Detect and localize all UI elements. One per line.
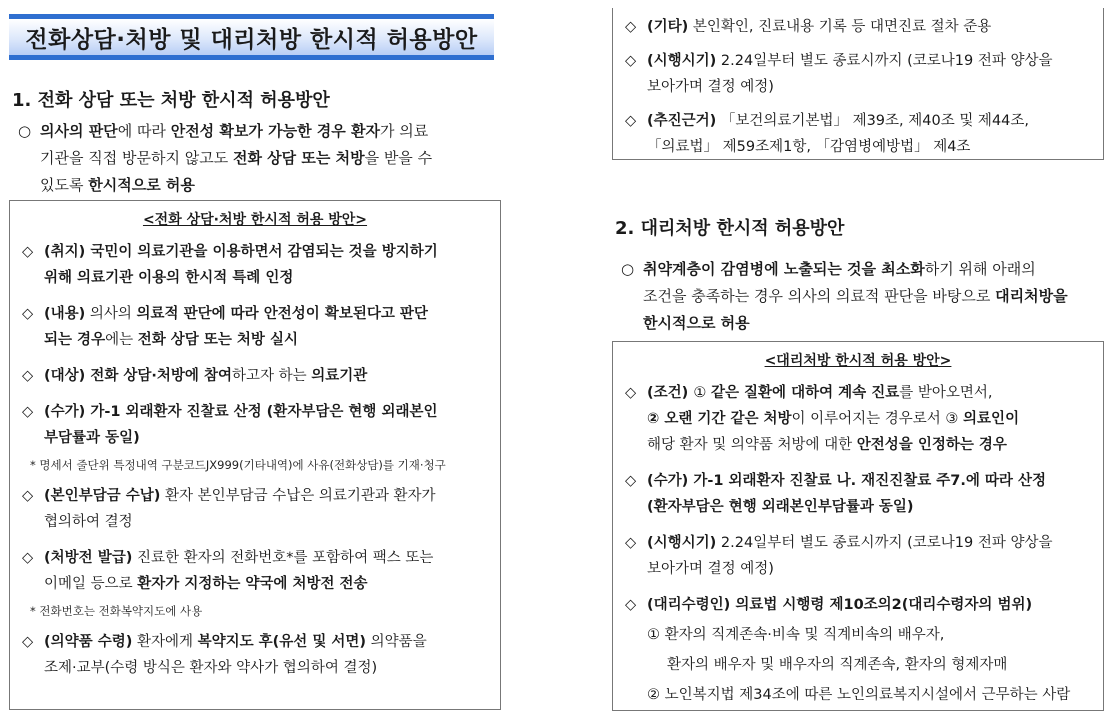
text-run: 전화 상담 또는 처방 [232, 149, 365, 167]
text-run: 해당 환자 및 의약품 처방에 대한 [647, 437, 857, 453]
text-run: 「보건의료기본법」 제39조, 제40조 및 제44조, [716, 113, 1030, 129]
diamond-bullet-icon: ◇ [625, 53, 637, 69]
intro-line [18, 145, 503, 172]
text-run: 협의하여 결정 [44, 514, 133, 530]
text-run: (시행시기) [647, 535, 717, 551]
diamond-bullet-icon: ◇ [625, 597, 637, 613]
phone-number-note: * 전화번호는 전화복약지도에 사용 [30, 604, 203, 618]
diamond-bullet-icon: ◇ [625, 19, 637, 35]
text-run: 본인확인, 진료내용 기록 등 대면진료 절차 준용 [688, 19, 992, 35]
text-run: 보아가며 결정 예정) [647, 561, 774, 577]
text-run: 취약계층이 감염병에 노출되는 것을 최소화 [643, 260, 925, 278]
item-line [625, 108, 1100, 134]
phone-consult-item [22, 629, 497, 681]
diamond-bullet-icon: ◇ [22, 368, 34, 384]
misc-info-item [625, 48, 1100, 100]
text-line [22, 509, 497, 535]
text-line [625, 556, 1100, 582]
item-line [625, 592, 1100, 618]
recipient-scope-line: ① 환자의 직계존속·비속 및 직계비속의 배우자, [647, 627, 945, 643]
text-line [625, 432, 1100, 458]
text-run: (대리수령자의 범위) [901, 597, 1033, 613]
text-run: 보아가며 결정 예정) [647, 79, 774, 95]
item-line [22, 483, 497, 509]
text-run: 하기 위해 아래의 [924, 260, 1036, 278]
phone-consult-box-title: <전화 상담·처방 한시적 허용 방안> [142, 212, 368, 228]
proxy-items [625, 380, 1100, 708]
text-run: (기타) [647, 19, 689, 35]
text-run: 전화 상담 또는 처방 실시 [137, 332, 298, 348]
text-run: (추진근거) [647, 113, 717, 129]
text-run: 한시적으로 허용 [643, 314, 750, 332]
text-run: 안전성을 인정하는 경우 [856, 437, 1007, 453]
text-run: 환자에게 [132, 634, 198, 650]
misc-info-box [612, 8, 1104, 160]
phone-consult-item [22, 399, 497, 451]
proxy-condition-item [625, 380, 1100, 458]
text-line [625, 74, 1100, 100]
item-line [625, 380, 1100, 406]
section2-heading: 2. 대리처방 한시적 허용방안 [615, 218, 845, 239]
recipient-scope-line: ② 노인복지법 제34조에 따른 노인의료복지시설에서 근무하는 사람 [647, 687, 1071, 703]
text-run: (수가) 가-1 외래환자 진찰료 나. 재진진찰료 주7.에 따라 산정 [647, 473, 1047, 489]
misc-info-item [625, 14, 1100, 40]
text-line [625, 494, 1100, 520]
proxy-period-item [625, 530, 1100, 582]
circle-bullet-icon: ○ [621, 260, 635, 278]
circle-bullet-icon: ○ [18, 122, 32, 140]
proxy-fee-item [625, 468, 1100, 520]
text-run: 있도록 [40, 176, 89, 194]
item-line [625, 14, 1100, 40]
text-run: * [286, 550, 294, 566]
text-run: (대상) 전화 상담·처방에 참여 [44, 368, 232, 384]
text-run: 기관을 직접 방문하지 않고도 [40, 149, 233, 167]
text-run: (취지) 국민이 의료기관을 이용하면서 감염되는 것을 방지하기 [44, 244, 438, 260]
text-run: 2.24일부터 별도 종료시까지 (코로나19 전파 양상을 [716, 535, 1053, 551]
diamond-bullet-icon: ◇ [22, 306, 34, 322]
text-run: 이메일 등으로 [44, 576, 138, 592]
text-run: 하고자 하는 [231, 368, 312, 384]
text-run: ② 오랜 기간 같은 처방 [647, 411, 792, 427]
text-run: (처방전 발급) [44, 550, 133, 566]
text-run: 위해 의료기관 이용의 한시적 특례 인정 [44, 270, 294, 286]
intro-line [18, 172, 503, 199]
text-line [22, 327, 497, 353]
text-run: (환자부담은 현행 외래본인부담률과 동일) [647, 499, 914, 515]
diamond-bullet-icon: ◇ [22, 488, 34, 504]
intro-line [621, 256, 1106, 283]
text-run: (본인부담금 수납) [44, 488, 161, 504]
title-text: 전화상담·처방 및 대리처방 한시적 허용방안 [25, 26, 478, 53]
section1-heading: 1. 전화 상담 또는 처방 한시적 허용방안 [12, 90, 330, 111]
diamond-bullet-icon: ◇ [22, 404, 34, 420]
text-run: (대리수령인) 의료법 시행령 제10조의2 [647, 597, 902, 613]
text-run: 조건을 충족하는 경우 의사의 의료적 판단을 바탕으로 [643, 287, 996, 305]
text-run: 조제·교부(수령 방식은 환자와 약사가 협의하여 결정) [44, 660, 378, 676]
text-run: (조건) [647, 385, 694, 401]
diamond-bullet-icon: ◇ [22, 244, 34, 260]
text-line [22, 571, 497, 597]
item-line [625, 468, 1100, 494]
item-line [22, 399, 497, 425]
misc-info-items [625, 14, 1100, 160]
document-title [9, 14, 494, 60]
item-line [22, 239, 497, 265]
phone-consult-items [22, 239, 497, 681]
text-run: 같은 질환에 대하여 계속 진료 [710, 385, 900, 401]
text-run: 가 의료 [379, 122, 429, 140]
text-run: 의사의 판단 [40, 122, 118, 140]
diamond-bullet-icon: ◇ [625, 473, 637, 489]
text-run: 환자가 지정하는 약국에 처방전 전송 [137, 576, 368, 592]
phone-consult-item [22, 301, 497, 353]
item-line [625, 530, 1100, 556]
misc-info-item [625, 108, 1100, 160]
phone-consult-box [9, 200, 501, 710]
diamond-bullet-icon: ◇ [625, 535, 637, 551]
text-run: 부담률과 동일) [44, 430, 140, 446]
text-line [625, 134, 1100, 160]
text-run: 2.24일부터 별도 종료시까지 (코로나19 전파 양상을 [716, 53, 1053, 69]
text-run: 에는 [105, 332, 138, 348]
item-line [22, 301, 497, 327]
text-run: 의료적 판단에 따라 안전성이 확보된다고 판단 [136, 306, 428, 322]
phone-consult-item [22, 545, 497, 597]
diamond-bullet-icon: ◇ [22, 550, 34, 566]
intro-line [621, 310, 1106, 337]
phone-consult-item [22, 483, 497, 535]
diamond-bullet-icon: ◇ [22, 634, 34, 650]
text-run: 되는 경우 [44, 332, 106, 348]
recipient-scope-line: 환자의 배우자 및 배우자의 직계존속, 환자의 형제자매 [667, 657, 1008, 673]
section1-intro [18, 118, 503, 199]
text-run: (수가) 가-1 외래환자 진찰료 산정 (환자부담은 현행 외래본인 [44, 404, 438, 420]
text-run: 복약지도 후(유선 및 서면) [197, 634, 367, 650]
text-run: 에 따라 [117, 122, 171, 140]
text-run: 환자 본인부담금 수납은 의료기관과 환자가 [160, 488, 436, 504]
text-run: 를 받아오면서, [899, 385, 993, 401]
text-line [625, 406, 1100, 432]
text-run: 의약품을 [366, 634, 427, 650]
proxy-box-title: <대리처방 한시적 허용 방안> [764, 353, 952, 369]
text-run: 안전성 확보가 가능한 경우 환자 [170, 122, 380, 140]
text-run: 진료한 환자의 전화번호 [132, 550, 287, 566]
diamond-bullet-icon: ◇ [625, 385, 637, 401]
text-line [22, 425, 497, 451]
billing-note: * 명세서 줄단위 특정내역 구분코드JX999(기타내역)에 사유(전화상담)를 기재·청구 [30, 458, 446, 472]
text-run: 이 이루어지는 경우로서 ③ [791, 411, 964, 427]
item-line [22, 363, 497, 389]
text-run: 대리처방을 [995, 287, 1068, 305]
phone-consult-item [22, 239, 497, 291]
intro-line [621, 283, 1106, 310]
text-run: 의료기관 [311, 368, 368, 384]
text-line [22, 655, 497, 681]
text-run: 한시적으로 허용 [88, 176, 195, 194]
section2-intro [621, 256, 1106, 337]
text-line [22, 265, 497, 291]
text-run: 의사의 [85, 306, 137, 322]
phone-consult-item [22, 363, 497, 389]
text-run: (시행시기) [647, 53, 717, 69]
text-run: (내용) [44, 306, 86, 322]
item-line [22, 629, 497, 655]
text-run: (의약품 수령) [44, 634, 133, 650]
text-run: 을 받을 수 [364, 149, 433, 167]
text-run: 「의료법」 제59조제1항, 「감염병예방법」 제4조 [647, 139, 971, 155]
item-line [625, 48, 1100, 74]
text-run: ① [693, 385, 711, 401]
proxy-prescription-box [612, 341, 1104, 711]
text-run: 를 포함하여 팩스 또는 [293, 550, 434, 566]
diamond-bullet-icon: ◇ [625, 113, 637, 129]
text-run: 의료인이 [963, 411, 1020, 427]
item-line [22, 545, 497, 571]
proxy-recipient-item [625, 592, 1100, 708]
intro-line [18, 118, 503, 145]
